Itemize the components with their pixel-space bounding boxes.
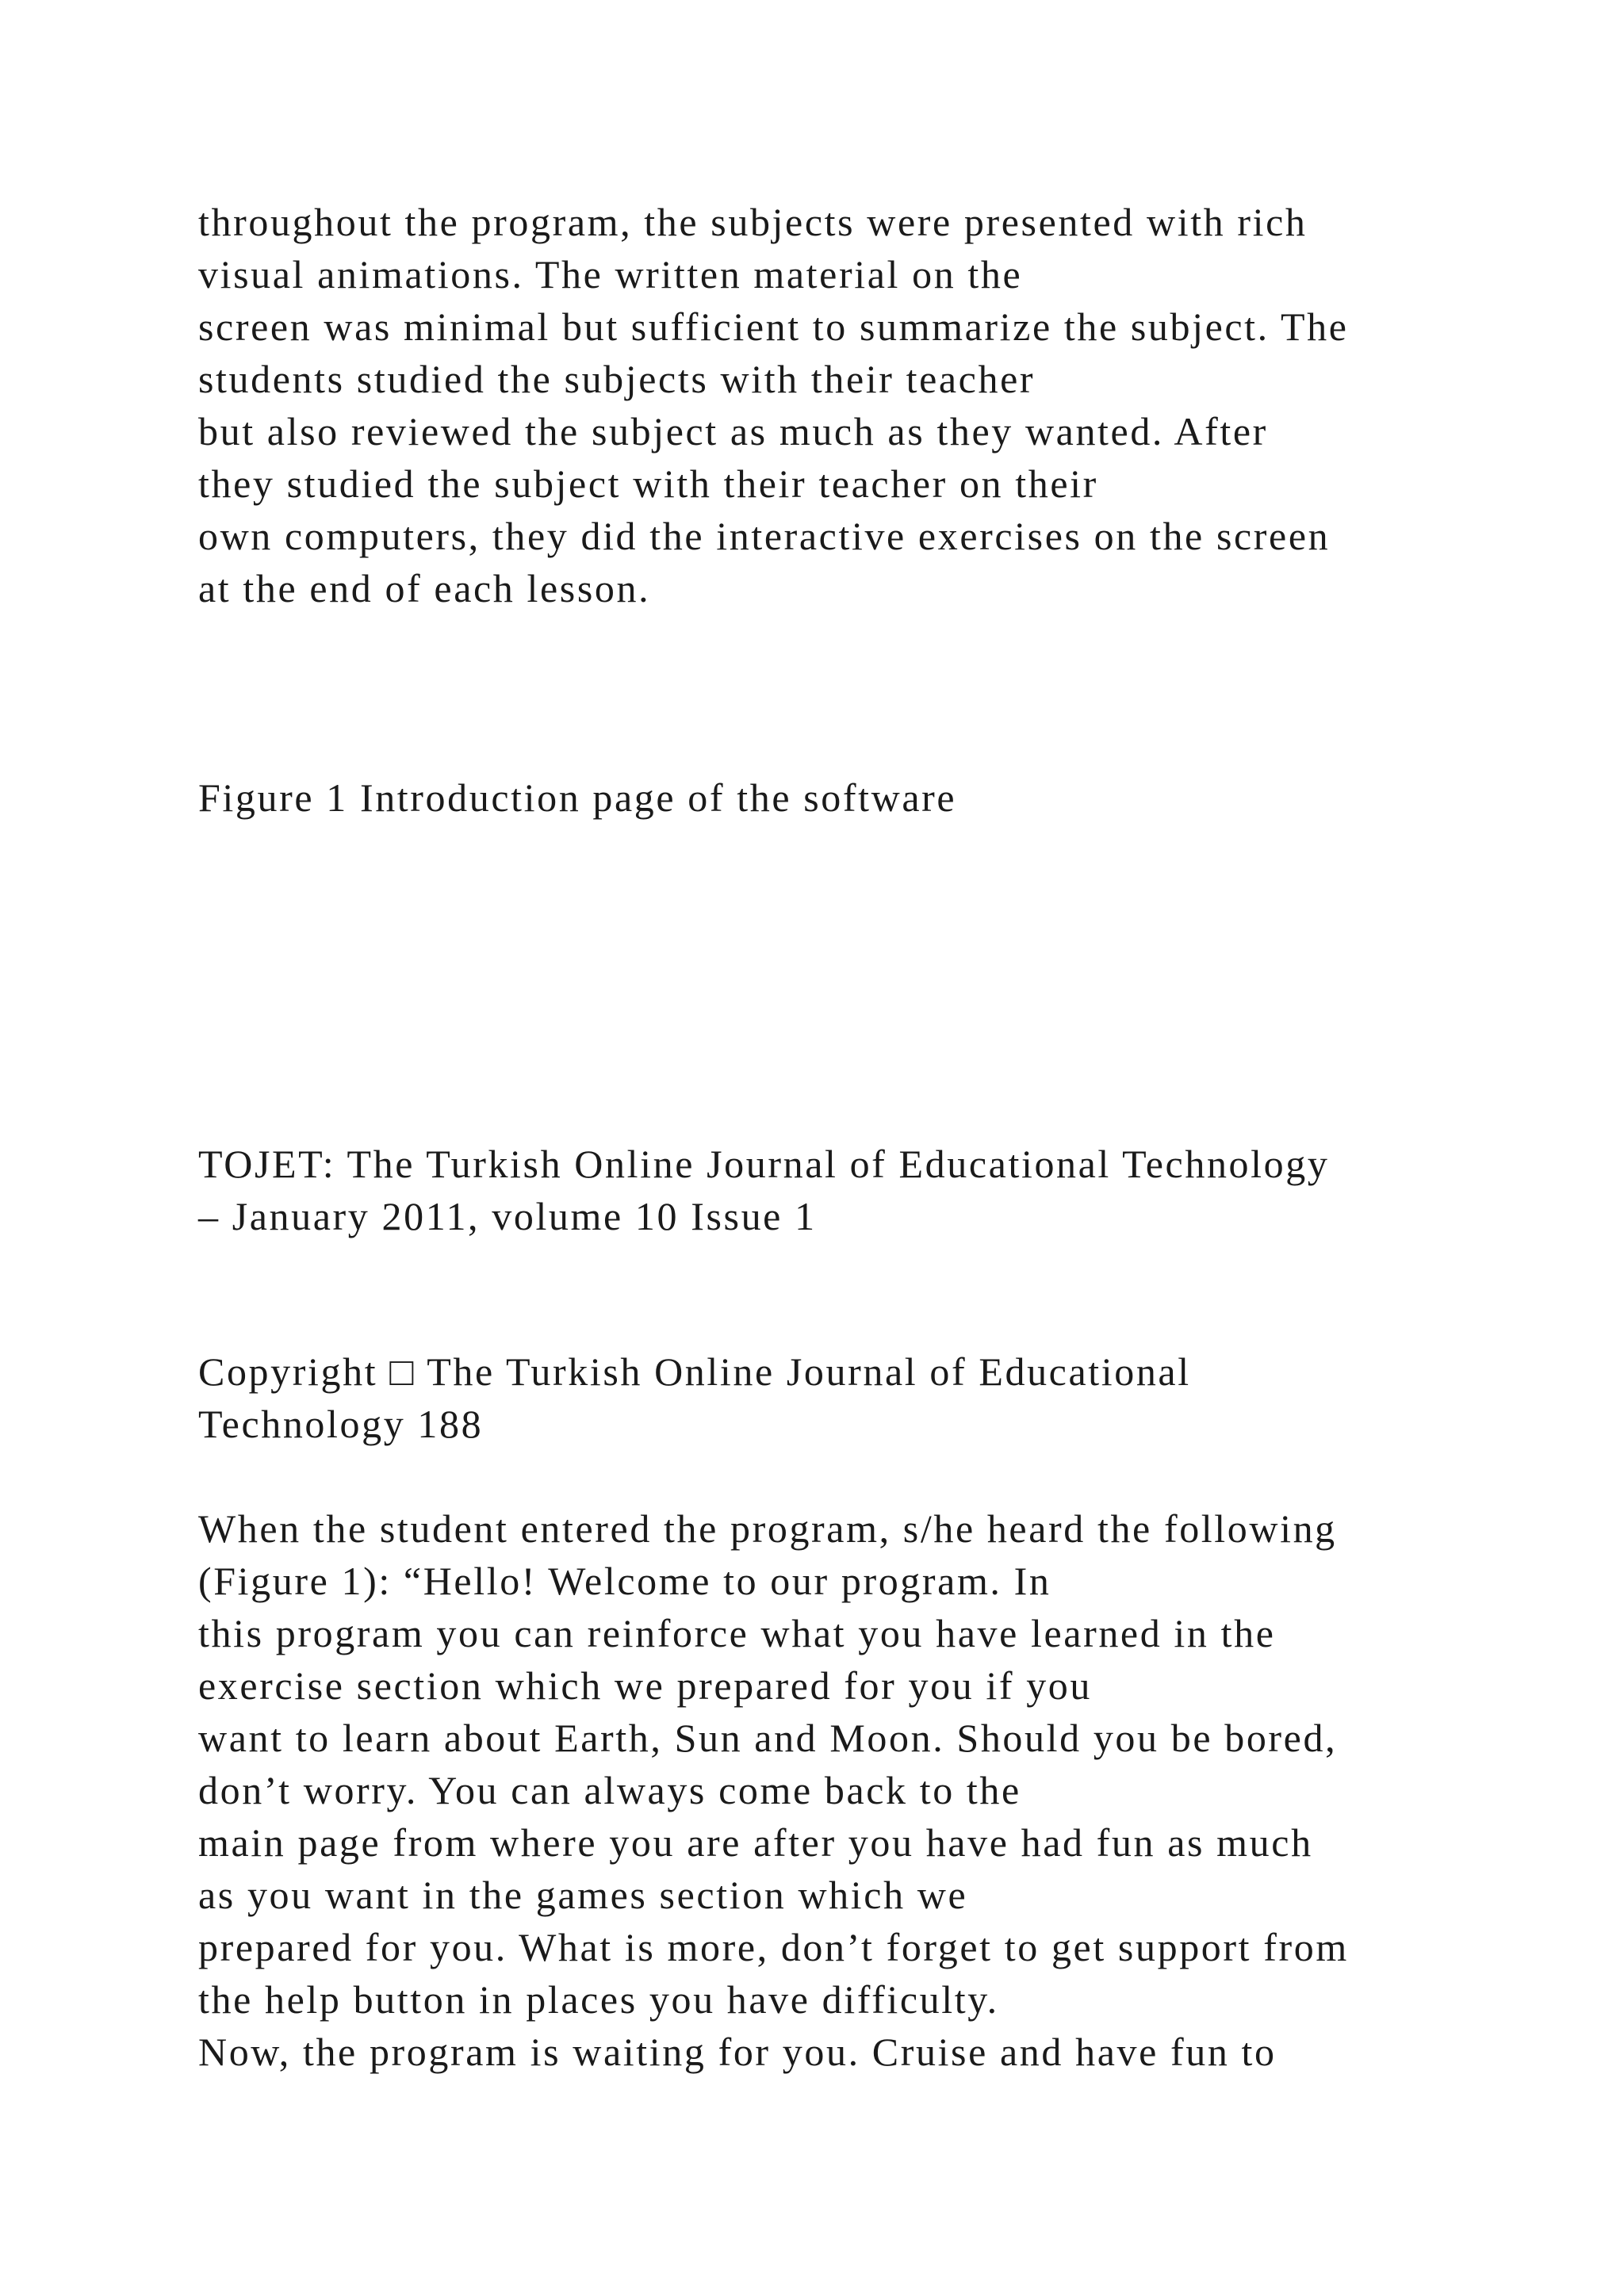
paragraph-2-line-11: Now, the program is waiting for you. Cruise and have fun to xyxy=(198,2030,1277,2074)
paragraph-2-line-2: (Figure 1): “Hello! Welcome to our program. In xyxy=(198,1559,1051,1603)
paragraph-1-line-4: students studied the subjects with their teacher xyxy=(198,357,1036,401)
paragraph-1-line-1: throughout the program, the subjects were presented with rich xyxy=(198,200,1308,244)
paragraph-2-line-1: When the student entered the program, s/he heard the following xyxy=(198,1506,1337,1551)
paragraph-2-line-8: as you want in the games section which we xyxy=(198,1873,968,1917)
paragraph-1-line-2: visual animations. The written material on the xyxy=(198,252,1023,297)
paragraph-2-line-9: prepared for you. What is more, don’t forget to get support from xyxy=(198,1925,1349,1969)
paragraph-1-line-8: at the end of each lesson. xyxy=(198,566,651,610)
paragraph-2-line-4: exercise section which we prepared for you if you xyxy=(198,1663,1093,1708)
paragraph-1-line-3: screen was minimal but sufficient to summarize the subject. The xyxy=(198,304,1349,349)
paragraph-2-line-5: want to learn about Earth, Sun and Moon. Should you be bored, xyxy=(198,1716,1338,1760)
paragraph-1-line-6: they studied the subject with their teacher on their xyxy=(198,461,1098,506)
copyright-line-1: Copyright □ The Turkish Online Journal of Educational xyxy=(198,1349,1191,1394)
paragraph-1-line-7: own computers, they did the interactive exercises on the screen xyxy=(198,514,1331,558)
paragraph-2-line-7: main page from where you are after you have had fun as much xyxy=(198,1820,1313,1865)
copyright-line-2: Technology 188 xyxy=(198,1402,484,1446)
figure-caption: Figure 1 Introduction page of the software xyxy=(198,775,957,820)
journal-footer-line-1: TOJET: The Turkish Online Journal of Educational Technology xyxy=(198,1142,1330,1186)
paragraph-2-line-6: don’t worry. You can always come back to the xyxy=(198,1768,1021,1812)
paragraph-2-line-10: the help button in places you have difficulty. xyxy=(198,1977,999,2022)
paragraph-2-line-3: this program you can reinforce what you have learned in the xyxy=(198,1611,1276,1655)
journal-footer-line-2: – January 2011, volume 10 Issue 1 xyxy=(198,1194,817,1238)
paragraph-1-line-5: but also reviewed the subject as much as they wanted. After xyxy=(198,409,1268,453)
